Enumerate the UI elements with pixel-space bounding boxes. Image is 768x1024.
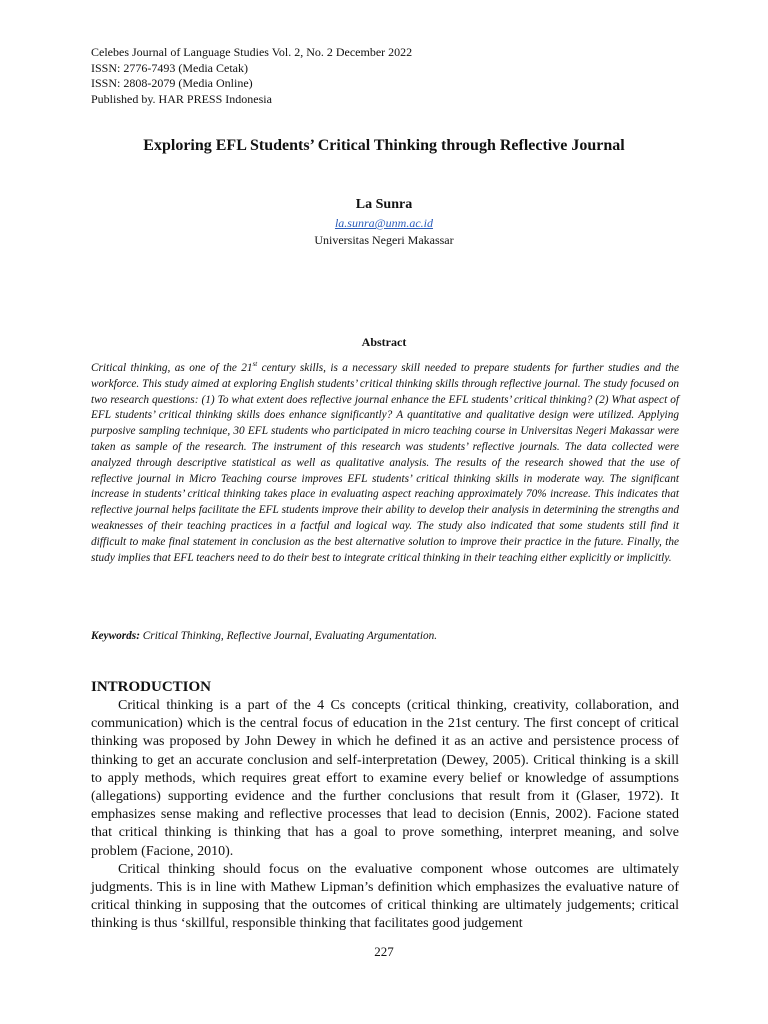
abstract-text-rest: century skills, is a necessary skill needed to prepare students for further studies and the workforce. This study aimed at exploring English students’ critical thinking skills through reflective journal. The study focused on two research questions: (1) To what extent does reflective journal enhance the EFL students’ critical thinking? (2) What aspect of EFL students’ critical thinking skills does enhance significantly? A quantitative and qualitative design were utilized. Applying purposive sampling technique, 30 EFL students who participated in micro teaching course in Universitas Negeri Makassar were taken as sample of the research. The instrument of this research was students’ reflective journals. The data collected were analyzed through descriptive statistical as well as qualitative analysis. The results of the research showed that the use of reflective journal in Micro Teaching course improves EFL students’ critical thinking skills in moderate way. The significant increase in students’ critical thinking takes place in evaluating aspect reaching approximately 70% increase. This indicates that reflective journal helps facilitate the EFL students improve their ability to develop their analysis in determining the strengths and weaknesses of their teaching practices in a factful and logical way. The study also indicated that some students still find it difficult to make final statement in conclusion as the best alternative solution to improve their practice in the future. Finally, the study implies that EFL teachers need to do their best to integrate critical thinking in their teaching either explicitly or implicitly.	[91, 362, 679, 564]
abstract-text-start: Critical thinking, as one of the 21	[91, 362, 253, 374]
abstract-heading: Abstract	[361, 335, 407, 349]
issn-print: ISSN: 2776-7493 (Media Cetak)	[91, 60, 248, 75]
publisher: Published by. HAR PRESS Indonesia	[91, 91, 272, 106]
introduction-paragraph-2: Critical thinking should focus on the evaluative component whose outcomes are ultimately judgments. This is in line with Mathew Lipman’s definition which emphasizes the evaluative nature of critical thinking in supposing that the outcomes of critical thinking are ultimately judgements; critical thinking is thus ‘skillful, responsible thinking that facilitates good judgement	[91, 861, 679, 932]
keywords	[91, 630, 691, 642]
author-email-link[interactable]: la.sunra@unm.ac.id	[334, 216, 434, 230]
author-name: La Sunra	[355, 197, 413, 212]
paper-title: Exploring EFL Students’ Critical Thinking through Reflective Journal	[143, 137, 625, 154]
introduction-heading: INTRODUCTION	[91, 679, 212, 695]
issn-online: ISSN: 2808-2079 (Media Online)	[91, 76, 253, 90]
journal-header	[91, 45, 412, 107]
introduction-paragraph-1: Critical thinking is a part of the 4 Cs concepts (critical thinking, creativity, collaboration, and communication) which is the central focus of education in the 21st century. The first concept of critical thinking was proposed by John Dewey in which he defined it as an active and persistence process of thinking to get an accurate conclusion and self-interpretation (Dewey, 2005). Critical thinking is a skill to apply methods, which requires great effort to examine every belief or knowledge of assumptions (allegations) supporting evidence and the further conclusions that result from it (Glaser, 1972). It emphasizes sense making and reflective processes that lead to decision (Ennis, 2002). Facione stated that critical thinking is thinking that has a goal to prove something, interpret meaning, and solve problem (Facione, 2010).	[91, 698, 679, 859]
abstract-superscript: st	[252, 360, 258, 369]
keywords-label: Keywords:	[91, 630, 140, 642]
author-affiliation: Universitas Negeri Makassar	[314, 233, 454, 247]
page-number: 227	[374, 944, 394, 959]
abstract-body	[91, 361, 679, 566]
journal-citation: Celebes Journal of Language Studies Vol. 2, No. 2 December 2022	[91, 45, 413, 59]
keywords-list: Critical Thinking, Reflective Journal, Evaluating Argumentation.	[139, 630, 438, 642]
introduction-body	[91, 697, 679, 934]
